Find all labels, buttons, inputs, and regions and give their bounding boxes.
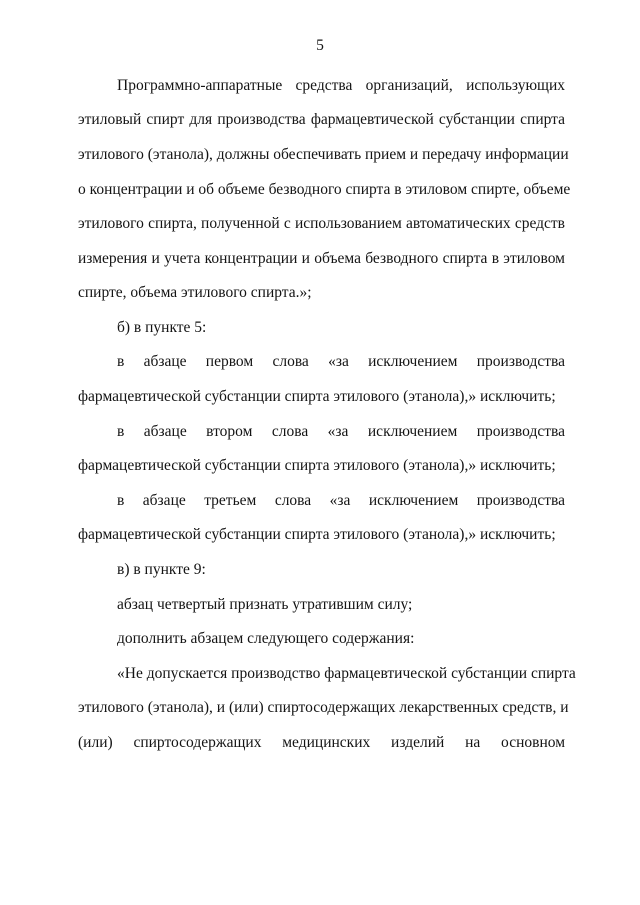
text-line: этилового (этанола), должны обеспечивать прием и передачу информации <box>78 146 569 163</box>
text-line: абзац четвертый признать утратившим силу; <box>117 596 413 613</box>
page-number: 5 <box>316 37 324 54</box>
text-line: этилового (этанола), и (или) спиртосодержащих лекарственных средств, и <box>78 699 569 716</box>
text-line: спирте, объема этилового спирта.»; <box>78 284 312 301</box>
text-line: в) в пункте 9: <box>117 561 206 578</box>
text-line: (или) спиртосодержащих медицинских изделий на основном <box>78 734 565 751</box>
text-line: в абзаце втором слова «за исключением производства <box>117 423 565 440</box>
text-line: о концентрации и об объеме безводного спирта в этиловом спирте, объеме <box>78 181 571 198</box>
text-line: фармацевтической субстанции спирта этилового (этанола),» исключить; <box>78 526 556 543</box>
text-line: Программно-аппаратные средства организаций, использующих <box>117 77 565 94</box>
text-line: фармацевтической субстанции спирта этилового (этанола),» исключить; <box>78 457 556 474</box>
text-line: в абзаце третьем слова «за исключением производства <box>117 492 565 509</box>
text-line: этилового спирта, полученной с использованием автоматических средств <box>78 215 565 232</box>
text-line: этиловый спирт для производства фармацевтической субстанции спирта <box>78 111 565 128</box>
text-line: «Не допускается производство фармацевтической субстанции спирта <box>117 665 576 682</box>
text-line: в абзаце первом слова «за исключением производства <box>117 353 565 370</box>
text-line: фармацевтической субстанции спирта этилового (этанола),» исключить; <box>78 388 556 405</box>
text-line: дополнить абзацем следующего содержания: <box>117 630 415 647</box>
text-line: б) в пункте 5: <box>117 319 207 336</box>
text-line: измерения и учета концентрации и объема безводного спирта в этиловом <box>78 250 565 267</box>
